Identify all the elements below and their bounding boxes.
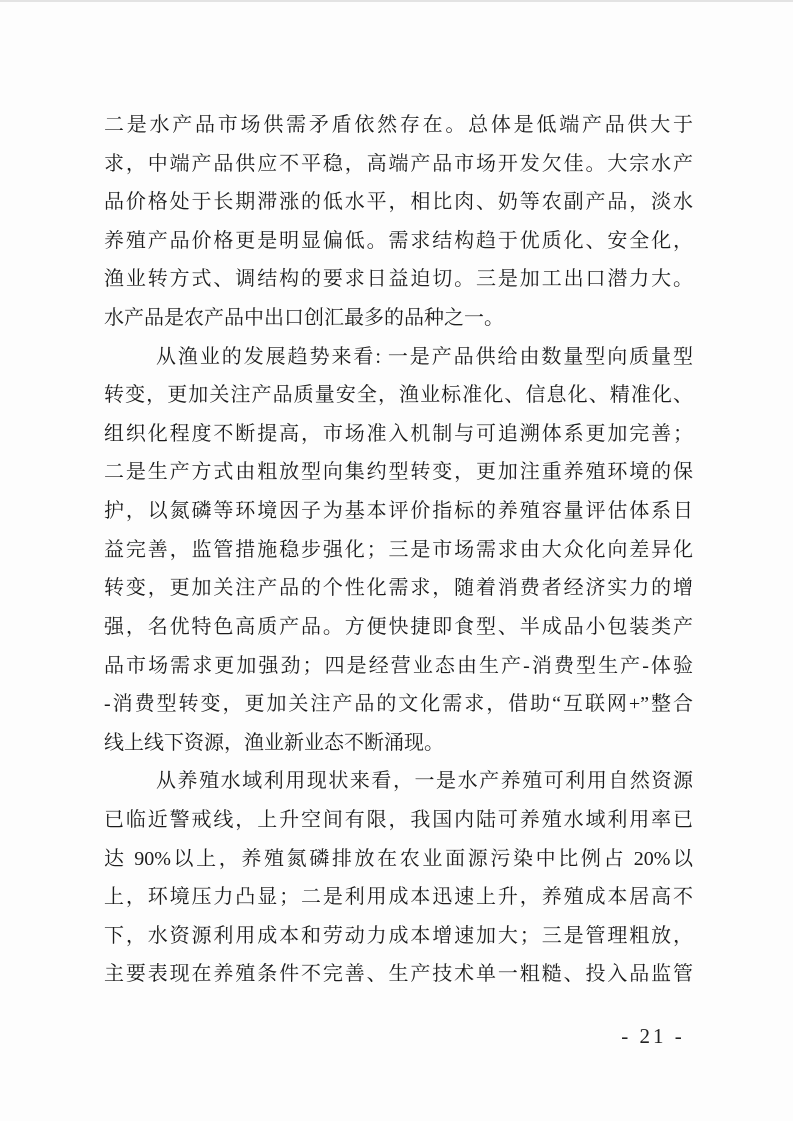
document-body <box>104 106 693 994</box>
document-text-line: 品价格处于长期滞涨的低水平，相比肉、奶等农副产品，淡水 <box>104 191 693 214</box>
document-text-line: 二是生产方式由粗放型向集约型转变，更加注重养殖环境的保 <box>104 461 693 484</box>
document-text-line: 下，水资源利用成本和劳动力成本增速加大；三是管理粗放， <box>104 924 693 947</box>
document-text-line: 组织化程度不断提高，市场准入机制与可追溯体系更加完善； <box>104 422 693 445</box>
document-text-line: 护，以氮磷等环境因子为基本评价指标的养殖容量评估体系日 <box>104 500 693 523</box>
document-text-line: 强，名优特色高质产品。方便快捷即食型、半成品小包装类产 <box>104 615 693 638</box>
document-text-line: 渔业转方式、调结构的要求日益迫切。三是加工出口潜力大。 <box>104 268 693 291</box>
document-text-line: 水产品是农产品中出口创汇最多的品种之一。 <box>104 307 504 330</box>
document-text-line: 已临近警戒线，上升空间有限，我国内陆可养殖水域利用率已 <box>104 808 693 831</box>
document-text-line: 主要表现在养殖条件不完善、生产技术单一粗糙、投入品监管 <box>104 963 693 986</box>
page-number: - 21 - <box>621 1024 685 1048</box>
scan-edge-artifact <box>0 0 793 2</box>
document-text-line: 品市场需求更加强劲；四是经营业态由生产-消费型生产-体验 <box>104 654 693 677</box>
document-text-line: -消费型转变，更加关注产品的文化需求，借助“互联网+”整合 <box>104 693 693 716</box>
document-text-line: 养殖产品价格更是明显偏低。需求结构趋于优质化、安全化， <box>104 229 693 252</box>
document-text-line: 上，环境压力凸显；二是利用成本迅速上升，养殖成本居高不 <box>104 886 693 909</box>
document-text-line: 求，中端产品供应不平稳，高端产品市场开发欠佳。大宗水产 <box>104 152 693 175</box>
document-text-line: 达 90%以上，养殖氮磷排放在农业面源污染中比例占 20%以 <box>104 847 693 870</box>
document-text-line: 线上线下资源，渔业新业态不断涌现。 <box>104 731 444 754</box>
document-text-line: 转变，更加关注产品质量安全，渔业标准化、信息化、精准化、 <box>104 384 693 407</box>
document-text-line: 二是水产品市场供需矛盾依然存在。总体是低端产品供大于 <box>104 114 693 136</box>
document-text-line: 从渔业的发展趋势来看: 一是产品供给由数量型向质量型 <box>156 345 693 368</box>
document-text-line: 从养殖水域利用现状来看，一是水产养殖可利用自然资源 <box>156 770 693 793</box>
document-text-line: 转变，更加关注产品的个性化需求，随着消费者经济实力的增 <box>104 577 693 600</box>
document-text-line: 益完善，监管措施稳步强化；三是市场需求由大众化向差异化 <box>104 538 693 561</box>
